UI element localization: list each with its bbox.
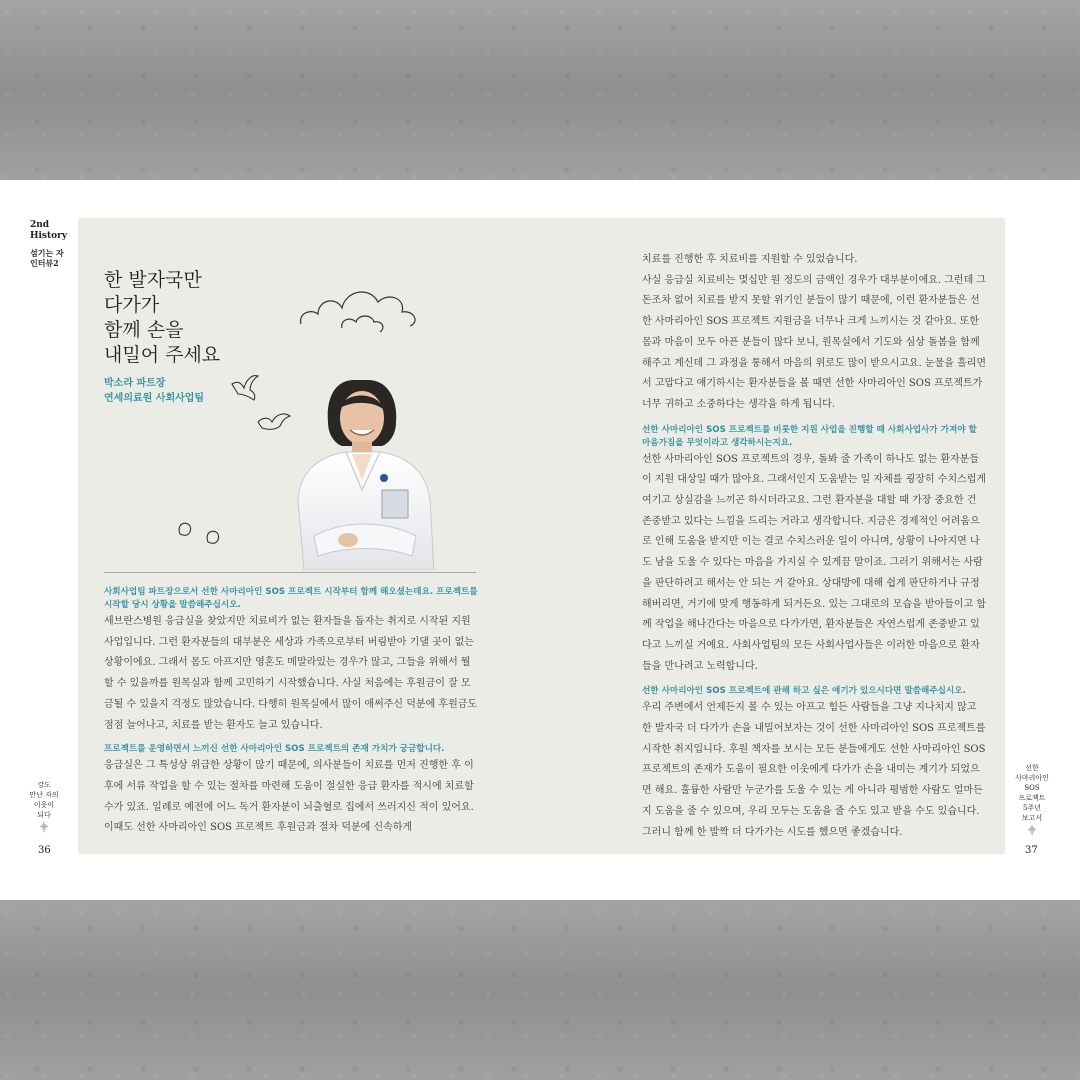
right-book-title: 선한 사마리아인 SOS 프로젝트 5주년 보고서	[1015, 764, 1049, 822]
question-heading: 선한 사마리아인 SOS 프로젝트를 비롯한 지원 사업을 진행할 때 사회사업사가 가져야 할 마음가짐을 무엇이라고 생각하시는지요.	[642, 424, 977, 448]
history-tag: 2nd History	[30, 220, 68, 241]
ornament-icon: ⸎	[39, 823, 49, 832]
ornament-icon: ⸎	[1027, 826, 1037, 835]
magazine-spread	[0, 180, 1080, 900]
answer-paragraph: 우리 주변에서 언제든지 볼 수 있는 아프고 힘든 사람들을 그냥 지나치지 않고 한 발자국 더 다가가 손을 내밀어보자는 것이 선한 사마리아인 SOS 프로젝트를 시작한 취지입니다. 후원 책자를 보시는 모든 분들에게도 선한 사마리아인 SOS 프로젝트의 존재가 도움이 필요한 이웃에게 다가가 손을 내미는 계기가 되었으면 해요. 훌륭한 사람만 누군가를 도울 수 있는 게 아니라 평범한 사람도 얼마든지 도움을 줄 수 있으며, 우리 모두는 도움을 줄 수도 있고 받을 수도 있습니다. 그러니 함께 한 발짝 더 다가가는 시도를 했으면 좋겠습니다.	[642, 702, 986, 838]
title-line: 한 발자국만	[104, 269, 202, 291]
concrete-texture-top	[0, 0, 1080, 180]
concrete-texture-bottom	[0, 900, 1080, 1080]
byline	[104, 376, 204, 406]
answer-paragraph: 선한 사마리아인 SOS 프로젝트의 경우, 돌봐 줄 가족이 하나도 없는 환자분들이 지원 대상일 때가 많아요. 그래서인지 도움받는 일 자체를 굉장히 수치스럽게 여기고 상실감을 느끼곤 하시더라고요. 그런 환자분을 대할 때 가장 중요한 건 존중받고 있다는 느낌을 드리는 거라고 생각합니다. 지금은 경제적인 어려움으로 인해 도움을 받지만 이는 결코 수치스러운 일이 아니며, 상황이 나아지면 나도 남을 도울 수 있다는 마음을 가지실 수 있게끔 말이죠. 그러기 위해서는 사람을 판단하려고 해서는 안 되는 거 같아요. 상대방에 대해 쉽게 판단하거나 규정해버리면, 거기에 맞게 행동하게 되거든요. 있는 그대로의 모습을 받아들이고 함께 작업을 해나간다는 마음으로 다가가면, 환자분들은 자연스럽게 존중받고 있다고 느끼실 거예요. 사회사업팀의 모든 사회사업사들은 이러한 마음으로 환자들을 만나려고 노력합니다.	[642, 453, 987, 672]
right-column	[642, 250, 988, 843]
cloud-doodle-icon	[296, 276, 426, 336]
page-number-left: 36	[38, 845, 51, 856]
page-number-right: 37	[1025, 845, 1038, 856]
sprout-doodle-icon	[174, 516, 228, 552]
left-column	[104, 586, 478, 839]
title-line: 다가가	[104, 294, 160, 316]
bird-doodle-icon	[228, 370, 262, 404]
section-divider	[104, 572, 476, 573]
answer-paragraph: 응급실은 그 특성상 위급한 상황이 많기 때문에, 의사분들이 치료를 먼저 진행한 후 이후에 서류 작업을 할 수 있는 절차를 마련해 도움이 절실한 응급 환자를 적시에 치료할 수가 있죠. 일례로 예전에 어느 독거 환자분이 뇌출혈로 집에서 쓰러지신 적이 있어요. 이때도 선한 사마리아인 SOS 프로젝트 후원금과 절차 덕분에 신속하게	[104, 760, 474, 834]
title-line: 함께 손을	[104, 319, 184, 341]
left-book-title: 강도 만난 자의 이웃이 되다	[29, 781, 59, 819]
right-running-title	[1012, 763, 1052, 836]
byline-role: 박소라 파트장	[104, 378, 166, 389]
question-heading: 프로젝트를 운영하면서 느끼신 선한 사마리아인 SOS 프로젝트의 존재 가치가 궁금합니다.	[104, 744, 445, 755]
byline-org: 연세의료원 사회사업팀	[104, 393, 205, 404]
answer-paragraph: 치료를 진행한 후 치료비를 지원할 수 있었습니다. 사실 응급실 치료비는 몇십만 원 정도의 금액인 경우가 대부분이에요. 그런데 그 돈조차 없어 치료를 받지 못할 위기인 분들이 많기 때문에, 이런 환자분들은 선한 사마리아인 SOS 프로젝트 지원금을 너무나 크게 느끼시는 것 같아요. 또한 몸과 마음이 모두 아픈 분들이 많다 보니, 원목실에서 기도와 심상 돌봄을 함께 해주고 계신데 그 과정을 통해서 마음의 위로도 많이 받으시고요. 눈물을 흘리면서 고맙다고 얘기하시는 환자분들을 볼 때면 선한 사마리아인 SOS 프로젝트가 너무 귀하고 소중하다는 생각을 하게 됩니다.	[642, 254, 987, 410]
title-line: 내밀어 주세요	[104, 344, 221, 366]
question-heading: 선한 사마리아인 SOS 프로젝트에 관해 하고 싶은 얘기가 있으시다면 말씀해주십시오.	[642, 686, 966, 697]
section-header	[30, 220, 76, 268]
section-label: 섬기는 자 인터뷰2	[30, 248, 64, 268]
answer-paragraph: 세브란스병원 응급실을 찾았지만 치료비가 없는 환자들을 돕자는 취지로 시작된 지원 사업입니다. 그런 환자분들의 대부분은 세상과 가족으로부터 버림받아 기댈 곳이 없는 상황이에요. 그래서 몸도 아프지만 영혼도 메말라있는 경우가 많고, 그들을 위해서 뭘 할 수 있을까를 원목실과 함께 고민하기 시작했습니다. 사실 처음에는 후원금이 잘 모금될 수 있을지 걱정도 많았습니다. 다행히 원목실에서 많이 애써주신 덕분에 후원금도 점점 늘어나고, 치료를 받는 환자도 늘고 있습니다.	[104, 616, 478, 731]
article-title	[104, 268, 220, 368]
interviewee-photo	[284, 370, 444, 570]
question-heading: 사회사업팀 파트장으로서 선한 사마리아인 SOS 프로젝트 시작부터 함께 해오셨는데요. 프로젝트를 시작할 당시 상황을 말씀해주십시오.	[104, 587, 478, 610]
left-running-title	[24, 780, 64, 833]
